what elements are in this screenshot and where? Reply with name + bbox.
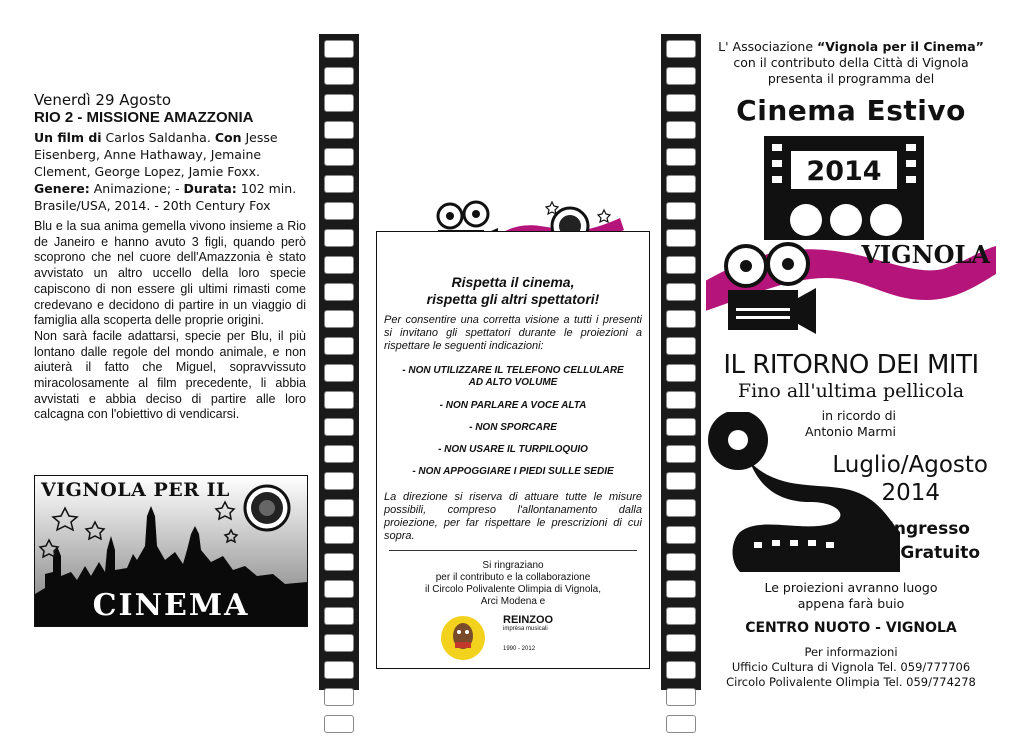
film-hole (324, 580, 354, 598)
cast: Jesse Eisenberg, Anne Hathaway, Jemaine Clement, George Lopez, Jamie Foxx. (34, 130, 278, 179)
film-hole (324, 40, 354, 58)
film-hole (324, 607, 354, 625)
sponsor-years: 1990 - 2012 (503, 646, 536, 652)
rule-1-line-a: - NON UTILIZZARE IL TELEFONO CELLULARE (402, 365, 624, 376)
note-line-2: appena farà buio (797, 596, 905, 611)
city-title: VIGNOLA (861, 240, 990, 269)
film-strip-left (319, 34, 359, 690)
film-hole (324, 229, 354, 247)
rule-2: - NON PARLARE A VOCE ALTA (439, 400, 587, 411)
period-title: Luglio/Agosto (832, 452, 988, 478)
film-hole (666, 229, 696, 247)
screening-date: Venerdì 29 Agosto (34, 91, 172, 109)
film-hole (324, 418, 354, 436)
film-hole (666, 391, 696, 409)
rule-5: - NON APPOGGIARE I PIEDI SULLE SEDIE (412, 466, 614, 477)
theme-subtitle: Fino all'ultima pellicola (737, 380, 965, 402)
entry-line-2: Gratuito (900, 543, 980, 563)
rules-title-line-2: rispetta gli altri spettatori! (426, 291, 600, 307)
theme-title: IL RITORNO DEI MITI (723, 350, 979, 380)
film-hole (666, 256, 696, 274)
film-by-label: Un film di (34, 130, 102, 145)
reinzoo-logo (441, 612, 591, 664)
film-hole (666, 67, 696, 85)
association-prefix: L' Associazione (718, 39, 818, 54)
genre-label: Genere: (34, 181, 90, 196)
association-name: “Vignola per il Cinema” (817, 39, 984, 54)
synopsis-paragraph-2: Non sarà facile adattarsi, specie per Blu, il più lontano dalle regole del mondo animale, e non aiuterà il fatto che Miguel, sopravvissuto miracolosamente al film precedente, li abbia avvistati e abbia deciso di partire alle loro calcagna con l'obiettivo di vendicarsi. (34, 328, 306, 422)
info-title: Per informazioni (804, 645, 898, 659)
film-hole (666, 418, 696, 436)
film-hole (666, 472, 696, 490)
entry-line-1: Ingresso (887, 519, 970, 539)
rules-box (376, 231, 650, 669)
logo-text-top: VIGNOLA PER IL (41, 479, 230, 501)
film-hole (324, 121, 354, 139)
film-hole (324, 553, 354, 571)
film-hole (324, 67, 354, 85)
main-title: Cinema Estivo (736, 94, 966, 127)
film-hole (324, 364, 354, 382)
intro-block (706, 39, 996, 87)
venue: CENTRO NUOTO - VIGNOLA (745, 620, 957, 636)
sponsor-subtitle: imprèsa musicali (503, 626, 548, 632)
film-hole (324, 94, 354, 112)
film-hole (324, 715, 354, 733)
rule-1-line-b: AD ALTO VOLUME (468, 377, 558, 388)
mascot-illustration (441, 612, 499, 664)
film-hole (666, 688, 696, 706)
sponsor-name: REINZOO (503, 614, 554, 626)
genre: Animazione; - (93, 181, 180, 196)
notes-block (706, 580, 996, 612)
film-origin: Brasile/USA, 2014. - 20th Century Fox (34, 198, 271, 213)
film-hole (666, 445, 696, 463)
rules-title-line-1: Rispetta il cinema, (451, 274, 575, 290)
rules-intro: Per consentire una corretta visione a tutti i presenti si invitano gli spettatori durante le proiezioni a rispettare le seguenti indicazioni: (384, 314, 642, 352)
film-title: RIO 2 - MISSIONE AMAZZONIA (34, 109, 254, 126)
synopsis (34, 219, 306, 423)
thanks-block (377, 560, 649, 608)
year-badge: 2014 (806, 156, 882, 187)
film-hole (324, 391, 354, 409)
film-hole (324, 634, 354, 652)
divider (389, 550, 637, 551)
film-hole (666, 121, 696, 139)
film-hole (666, 580, 696, 598)
contribution-line: con il contributo della Città di Vignola (733, 55, 969, 70)
film-credits (34, 129, 306, 214)
film-hole (666, 202, 696, 220)
film-hole (666, 553, 696, 571)
film-hole (324, 337, 354, 355)
film-hole (666, 715, 696, 733)
film-hole (324, 661, 354, 679)
synopsis-paragraph-1: Blu e la sua anima gemella vivono insieme a Rio de Janeiro e hanno avuto 3 figli, quando però scoprono che nel cuore dell'Amazzonia è stato avvistato un altro uccello della loro specie capiscono di non essere gli ultimi rimasti come credevano e decidono di partire in un viaggio di famiglia alla scoperta delle proprie origini. (34, 219, 306, 328)
thanks-line-3: il Circolo Polivalente Olimpia di Vignola, (424, 584, 601, 595)
film-hole (324, 445, 354, 463)
film-hole (324, 202, 354, 220)
thanks-line-2: per il contributo e la collaborazione (435, 572, 591, 583)
logo-text-bottom: CINEMA (92, 588, 250, 623)
film-hole (324, 472, 354, 490)
film-hole (324, 688, 354, 706)
film-hole (666, 310, 696, 328)
rules-footer: La direzione si riserva di attuare tutte le misure possibili, compreso l'allontanamento dalla proiezione, per far rispettare le prescrizioni di cui sopra. (384, 491, 642, 542)
memory-line-1: in ricordo di (821, 408, 896, 423)
film-hole (324, 526, 354, 544)
film-hole (666, 283, 696, 301)
film-hole (324, 310, 354, 328)
film-hole (666, 661, 696, 679)
period-year: 2014 (881, 480, 940, 506)
film-hole (666, 94, 696, 112)
info-line-2: Circolo Polivalente Olimpia Tel. 059/774278 (726, 675, 976, 689)
memory-block (706, 408, 896, 440)
film-hole (666, 499, 696, 517)
duration-label: Durata: (183, 181, 237, 196)
rule-4: - NON USARE IL TURPILOQUIO (438, 444, 588, 455)
film-hole (666, 526, 696, 544)
film-hole (666, 634, 696, 652)
cast-label: Con (214, 130, 242, 145)
film-hole (666, 40, 696, 58)
film-hole (666, 337, 696, 355)
presents-line: presenta il programma del (767, 71, 935, 86)
rule-3: - NON SPORCARE (469, 422, 557, 433)
film-hole (666, 364, 696, 382)
film-hole (666, 607, 696, 625)
film-hole (324, 175, 354, 193)
film-hole (324, 499, 354, 517)
memory-line-2: Antonio Marmi (804, 424, 896, 439)
film-hole (324, 256, 354, 274)
note-line-1: Le proiezioni avranno luogo (764, 580, 938, 595)
thanks-line-1: Si ringraziano (482, 560, 544, 571)
film-hole (324, 283, 354, 301)
info-block (706, 645, 996, 690)
rules-title (377, 274, 649, 308)
film-hole (666, 148, 696, 166)
association-line (706, 39, 996, 55)
film-strip-right (661, 34, 701, 690)
rule-1 (377, 365, 649, 389)
director: Carlos Saldanha. (105, 130, 211, 145)
thanks-line-4: Arci Modena e (480, 596, 546, 607)
film-hole (666, 175, 696, 193)
vignola-per-il-cinema-logo (34, 475, 308, 627)
strip-holes (324, 40, 354, 742)
strip-holes (666, 40, 696, 742)
film-hole (324, 148, 354, 166)
duration: 102 min. (240, 181, 297, 196)
info-line-1: Ufficio Cultura di Vignola Tel. 059/777706 (731, 660, 971, 674)
